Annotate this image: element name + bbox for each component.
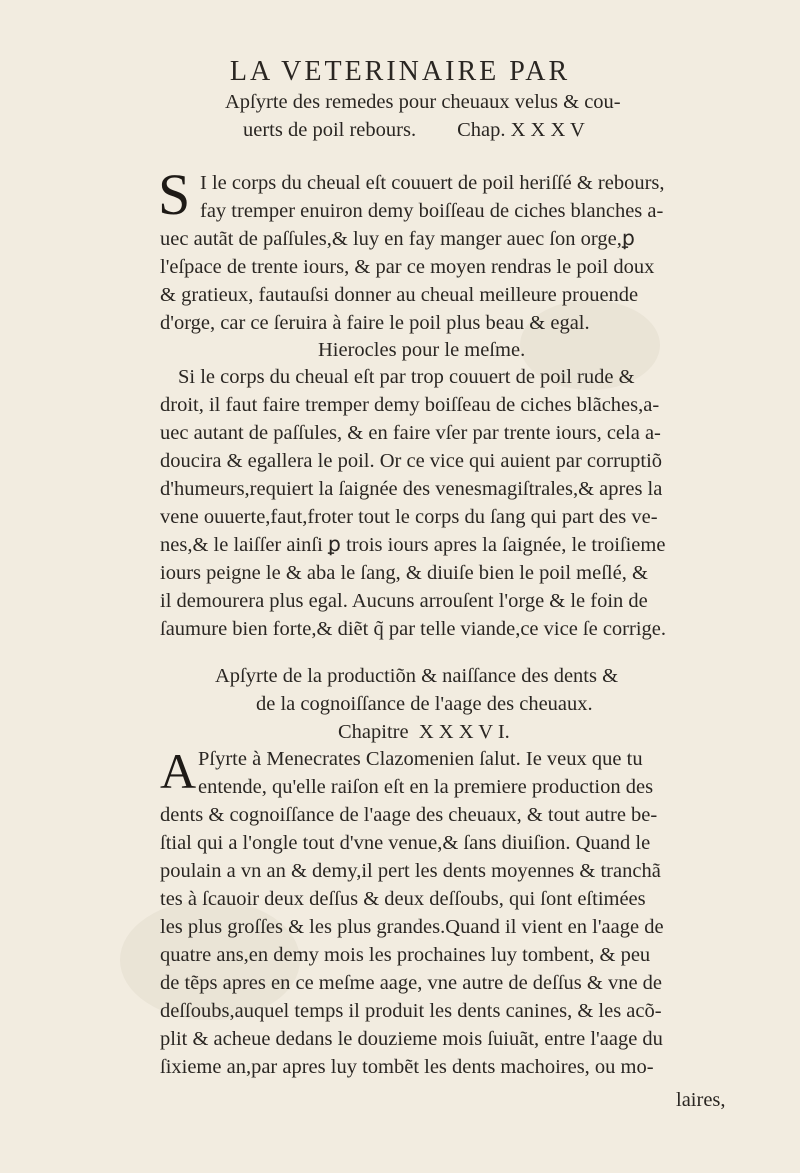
chapter35-body-line: I le corps du cheual eſt couuert de poil heriſſé & rebours, [200, 172, 665, 194]
chapter35-body2-line: Si le corps du cheual eſt par trop couuert de poil rude & [178, 366, 635, 388]
chapter36-body-line: poulain a vn an & demy,il pert les dents moyennes & tranchã [160, 860, 661, 882]
chapter35-heading-line: uerts de poil rebours. Chap. X X X V [243, 119, 585, 141]
chapter35-body2-line: doucira & egallera le poil. Or ce vice qui auient par corruptiõ [160, 450, 663, 472]
chapter35-body2-line: ſaumure bien forte,& diẽt q̃ par telle viande,ce vice ſe corrige. [160, 618, 667, 640]
chapter35-body-line: uec autãt de paſſules,& luy en fay manger auec ſon orge,ꝑ [160, 228, 635, 250]
chapter35-heading-line: Apſyrte des remedes pour cheuaux velus & cou- [225, 91, 621, 113]
chapter35-body2-line: nes,& le laiſſer ainſi ꝑ trois iours apres la ſaignée, le troiſieme [160, 534, 666, 556]
chapter36-body-line: dents & cognoiſſance de l'aage des cheuaux, & tout autre be- [160, 804, 658, 826]
chapter35-body2-line: droit, il faut faire tremper demy boiſſeau de ciches blãches,a- [160, 394, 660, 416]
running-head: LA VETERINAIRE PAR [229, 56, 571, 87]
chapter35-body2-line: uec autant de paſſules, & en faire vſer par trente iours, cela a- [160, 422, 661, 444]
chapter35-body2-line: il demourera plus egal. Aucuns arrouſent l'orge & le foin de [160, 590, 648, 612]
chapter35-body-line: l'eſpace de trente iours, & par ce moyen rendras le poil doux [160, 256, 655, 278]
chapter35-body2-line: vene ouuerte,faut,froter tout le corps du ſang qui part des ve- [160, 506, 658, 528]
chapter36-heading-line: Chapitre X X X V I. [338, 721, 510, 743]
chapter36-body-line: deſſoubs,auquel temps il produit les dents canines, & les acõ- [160, 1000, 662, 1022]
chapter35-body-line: d'orge, car ce ſeruira à faire le poil plus beau & egal. [160, 312, 590, 334]
chapter35-subheading: Hierocles pour le meſme. [318, 339, 526, 361]
chapter36-heading-line: de la cognoiſſance de l'aage des cheuaux. [256, 693, 593, 715]
catchword: laires, [676, 1089, 726, 1111]
chapter36-dropcap: A [160, 743, 197, 799]
chapter35-body2-line: iours peigne le & aba le ſang, & diuiſe bien le poil meſlé, & [160, 562, 648, 584]
chapter35-body-line: fay tremper enuiron demy boiſſeau de ciches blanches a- [200, 200, 664, 222]
chapter36-body-line: tes à ſcauoir deux deſſus & deux deſſoubs, qui ſont eſtimées [160, 888, 646, 910]
chapter36-body-line: plit & acheue dedans le douzieme mois ſuiuãt, entre l'aage du [160, 1028, 663, 1050]
chapter36-body-line: de tẽps apres en ce meſme aage, vne autre de deſſus & vne de [160, 972, 663, 994]
chapter36-heading-line: Apſyrte de la productiõn & naiſſance des dents & [215, 665, 619, 687]
chapter36-body-line: entende, qu'elle raiſon eſt en la premiere production des [198, 776, 654, 798]
chapter36-body-line: ſixieme an,par apres luy tombẽt les dents machoires, ou mo- [160, 1056, 654, 1078]
chapter35-dropcap: S [158, 162, 191, 227]
chapter36-body-line: quatre ans,en demy mois les prochaines luy tombent, & peu [160, 944, 651, 966]
chapter36-body-line: les plus groſſes & les plus grandes.Quand il vient en l'aage de [160, 916, 664, 938]
chapter36-body-line: Pſyrte à Menecrates Clazomenien ſalut. Ie veux que tu [198, 748, 643, 770]
chapter36-body-line: ſtial qui a l'ongle tout d'vne venue,& ſans diuiſion. Quand le [160, 832, 651, 854]
chapter35-body2-line: d'humeurs,requiert la ſaignée des venesmagiſtrales,& apres la [160, 478, 663, 500]
chapter35-body-line: & gratieux, fautauſsi donner au cheual meilleure prouende [160, 284, 639, 306]
